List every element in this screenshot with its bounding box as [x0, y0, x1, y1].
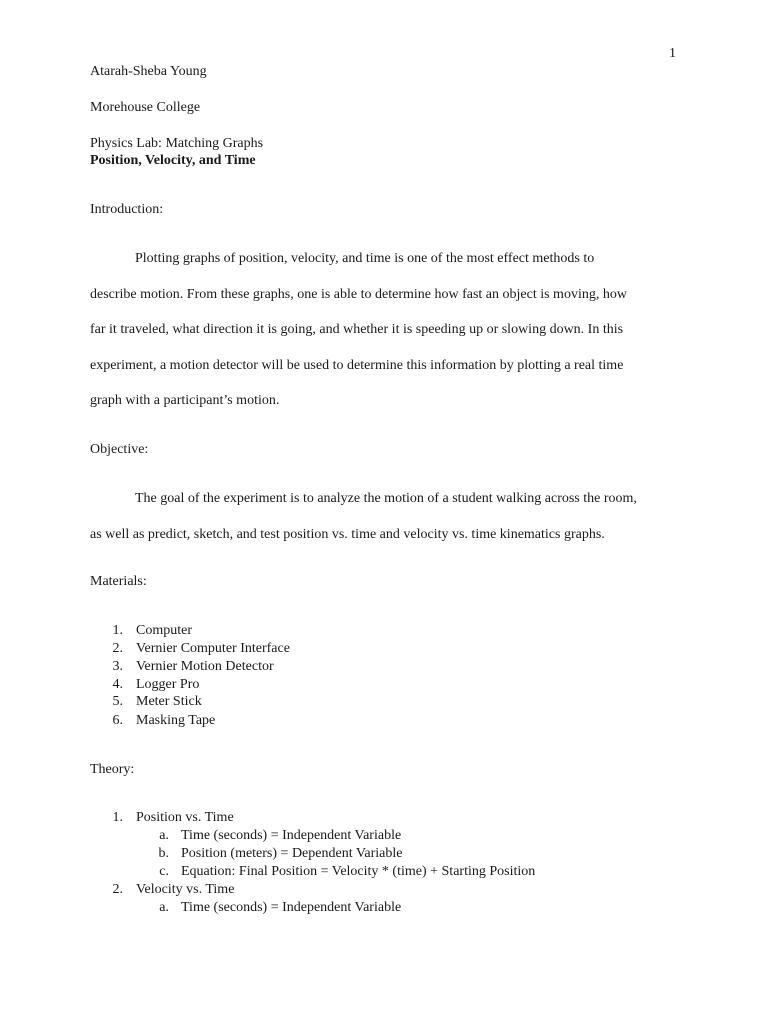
paragraph-line: far it traveled, what direction it is going, and whether it is speeding up or slowing down. In this: [90, 322, 624, 337]
list-number: 2.: [112, 641, 123, 656]
list-text: Masking Tape: [136, 713, 216, 728]
sub-list-text: Time (seconds) = Independent Variable: [181, 828, 402, 843]
list-text: Meter Stick: [136, 694, 202, 709]
author-name: Atarah-Sheba Young: [90, 64, 207, 79]
list-number: 4.: [112, 677, 123, 692]
list-number: 1.: [112, 623, 123, 638]
paragraph-line: Plotting graphs of position, velocity, and time is one of the most effect methods to: [135, 251, 595, 266]
sub-list-text: Position (meters) = Dependent Variable: [181, 846, 403, 861]
paragraph-line: describe motion. From these graphs, one is able to determine how fast an object is moving, how: [90, 286, 627, 302]
list-number: 3.: [112, 659, 123, 674]
paragraph-line: The goal of the experiment is to analyze the motion of a student walking across the room,: [135, 491, 637, 506]
list-number: 6.: [112, 713, 123, 728]
list-number: 1.: [112, 810, 123, 825]
sub-list-letter: a.: [159, 828, 169, 843]
course-title: Physics Lab: Matching Graphs: [90, 136, 264, 151]
materials-heading: Materials:: [90, 574, 147, 589]
paragraph-line: experiment, a motion detector will be used to determine this information by plotting a real time: [90, 357, 624, 373]
theory-heading: Theory:: [90, 762, 135, 777]
paragraph-line: as well as predict, sketch, and test position vs. time and velocity vs. time kinematics graphs.: [90, 526, 605, 542]
introduction-paragraph: [90, 241, 670, 419]
sub-list-text: Equation: Final Position = Velocity * (time) + Starting Position: [181, 864, 536, 879]
list-text: Velocity vs. Time: [136, 882, 235, 897]
document-title: Position, Velocity, and Time: [90, 153, 256, 168]
list-text: Position vs. Time: [136, 810, 234, 825]
list-text: Logger Pro: [136, 677, 200, 692]
sub-list-text: Time (seconds) = Independent Variable: [181, 900, 402, 915]
page-number: 1: [669, 46, 676, 61]
list-text: Computer: [136, 623, 192, 638]
list-number: 5.: [112, 694, 123, 709]
introduction-heading: Introduction:: [90, 202, 164, 217]
institution: Morehouse College: [90, 100, 201, 115]
sub-list-letter: a.: [159, 900, 169, 915]
sub-list-letter: c.: [159, 864, 169, 879]
list-text: Vernier Motion Detector: [136, 659, 274, 674]
sub-list-letter: b.: [158, 846, 169, 861]
objective-paragraph: [90, 481, 670, 552]
list-text: Vernier Computer Interface: [136, 641, 290, 656]
objective-heading: Objective:: [90, 442, 149, 457]
paragraph-line: graph with a participant’s motion.: [90, 393, 280, 408]
list-number: 2.: [112, 882, 123, 897]
